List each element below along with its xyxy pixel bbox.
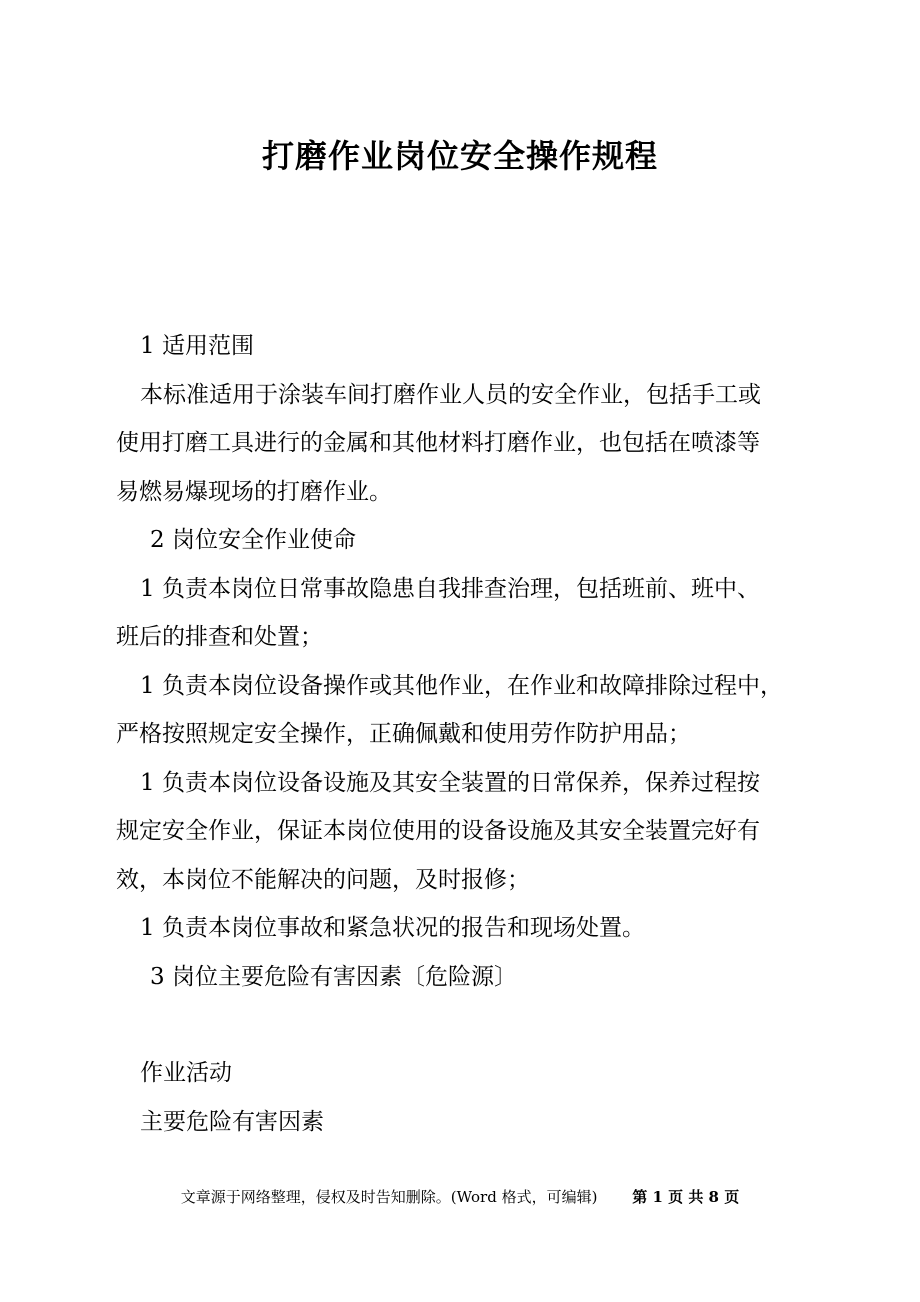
table-label: 作业活动 (140, 1060, 232, 1086)
spacer (116, 1001, 816, 1049)
page-number: 第 1 页 共 8 页 (632, 1188, 740, 1206)
table-label: 主要危险有害因素 (140, 1108, 324, 1135)
section-heading: 2 岗位安全作业使命 (150, 527, 356, 553)
footer-note: 文章源于网络整理，侵权及时告知删除。(Word 格式，可编辑) (180, 1188, 598, 1206)
paragraph-line: 规定安全作业，保证本岗位使用的设备设施及其安全装置完好有 (116, 818, 760, 844)
paragraph-line: 本标准适用于涂装车间打磨作业人员的安全作业，包括手工或 (140, 381, 761, 408)
section-heading: 3 岗位主要危险有害因素〔危险源〕 (150, 963, 517, 990)
paragraph-line: 1 负责本岗位设备设施及其安全装置的日常保养，保养过程按 (140, 769, 760, 796)
paragraph-line: 效，本岗位不能解决的问题，及时报修； (116, 866, 530, 893)
document-body (116, 322, 816, 1146)
paragraph-line: 1 负责本岗位事故和紧急状况的报告和现场处置。 (140, 915, 645, 941)
paragraph-line: 1 负责本岗位设备操作或其他作业，在作业和故障排除过程中， (140, 672, 783, 699)
paragraph-line: 1 负责本岗位日常事故隐患自我排查治理，包括班前、班中、 (140, 575, 760, 602)
page-footer (0, 1186, 920, 1208)
paragraph-line: 使用打磨工具进行的金属和其他材料打磨作业，也包括在喷漆等 (116, 430, 760, 456)
section-heading: 1 适用范围 (140, 333, 254, 359)
page-title: 打磨作业岗位安全操作规程 (261, 137, 658, 175)
paragraph-line: 严格按照规定安全操作，正确佩戴和使用劳作防护用品； (116, 721, 691, 747)
paragraph-line: 易燃易爆现场的打磨作业。 (116, 478, 392, 505)
paragraph-line: 班后的排查和处置； (116, 624, 323, 650)
